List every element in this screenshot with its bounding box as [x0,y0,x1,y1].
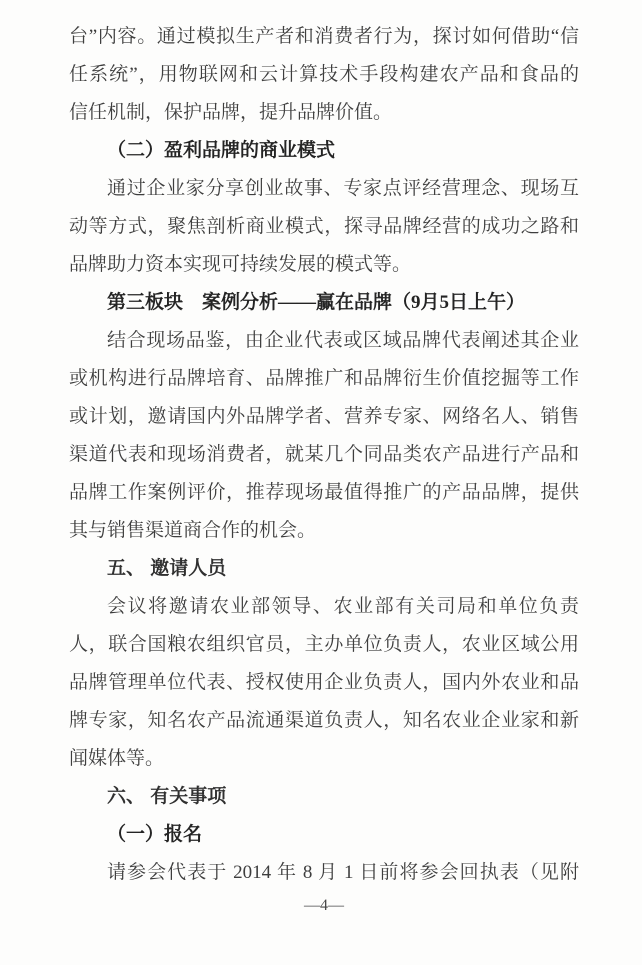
text-line: 其与销售渠道商合作的机会。 [69,520,317,541]
text-line: 渠道代表和现场消费者，就某几个同品类农产品进行产品和 [69,444,579,465]
text-line: 品牌工作案例评价，推荐现场最值得推广的产品品牌，提供 [69,482,579,503]
document-body [69,18,579,918]
section-heading: 六、 有关事项 [107,786,227,807]
text-line: 结合现场品鉴，由企业代表或区域品牌代表阐述其企业 [107,330,579,351]
text-line: 任系统”，用物联网和云计算技术手段构建农产品和食品的 [69,64,579,85]
text-line: 或机构进行品牌培育、品牌推广和品牌衍生价值挖掘等工作 [69,368,579,389]
text-line: 或计划，邀请国内外品牌学者、营养专家、网络名人、销售 [69,406,579,427]
text-line: 请参会代表于 2014 年 8 月 1 日前将参会回执表（见附 [107,862,579,883]
section-heading: （一）报名 [107,824,203,845]
text-line: 人，联合国粮农组织官员，主办单位负责人，农业区域公用 [69,634,579,655]
section-heading: 五、 邀请人员 [107,558,227,579]
text-line: 会议将邀请农业部领导、农业部有关司局和单位负责 [107,596,579,617]
text-line: 牌专家，知名农产品流通渠道负责人，知名农业企业家和新 [69,710,579,731]
page-number: —4— [304,897,344,914]
text-line: 信任机制，保护品牌，提升品牌价值。 [69,102,393,123]
section-heading: 第三板块 案例分析——赢在品牌（9月5日上午） [107,292,526,313]
text-line: 品牌助力资本实现可持续发展的模式等。 [69,254,412,275]
text-line: 闻媒体等。 [69,748,165,769]
text-line: 品牌管理单位代表、授权使用企业负责人，国内外农业和品 [69,672,579,693]
text-line: 动等方式，聚焦剖析商业模式，探寻品牌经营的成功之路和 [69,216,579,237]
text-line: 台”内容。通过模拟生产者和消费者行为，探讨如何借助“信 [69,26,579,47]
text-line: 通过企业家分享创业故事、专家点评经营理念、现场互 [107,178,579,199]
section-heading: （二）盈利品牌的商业模式 [107,140,336,161]
